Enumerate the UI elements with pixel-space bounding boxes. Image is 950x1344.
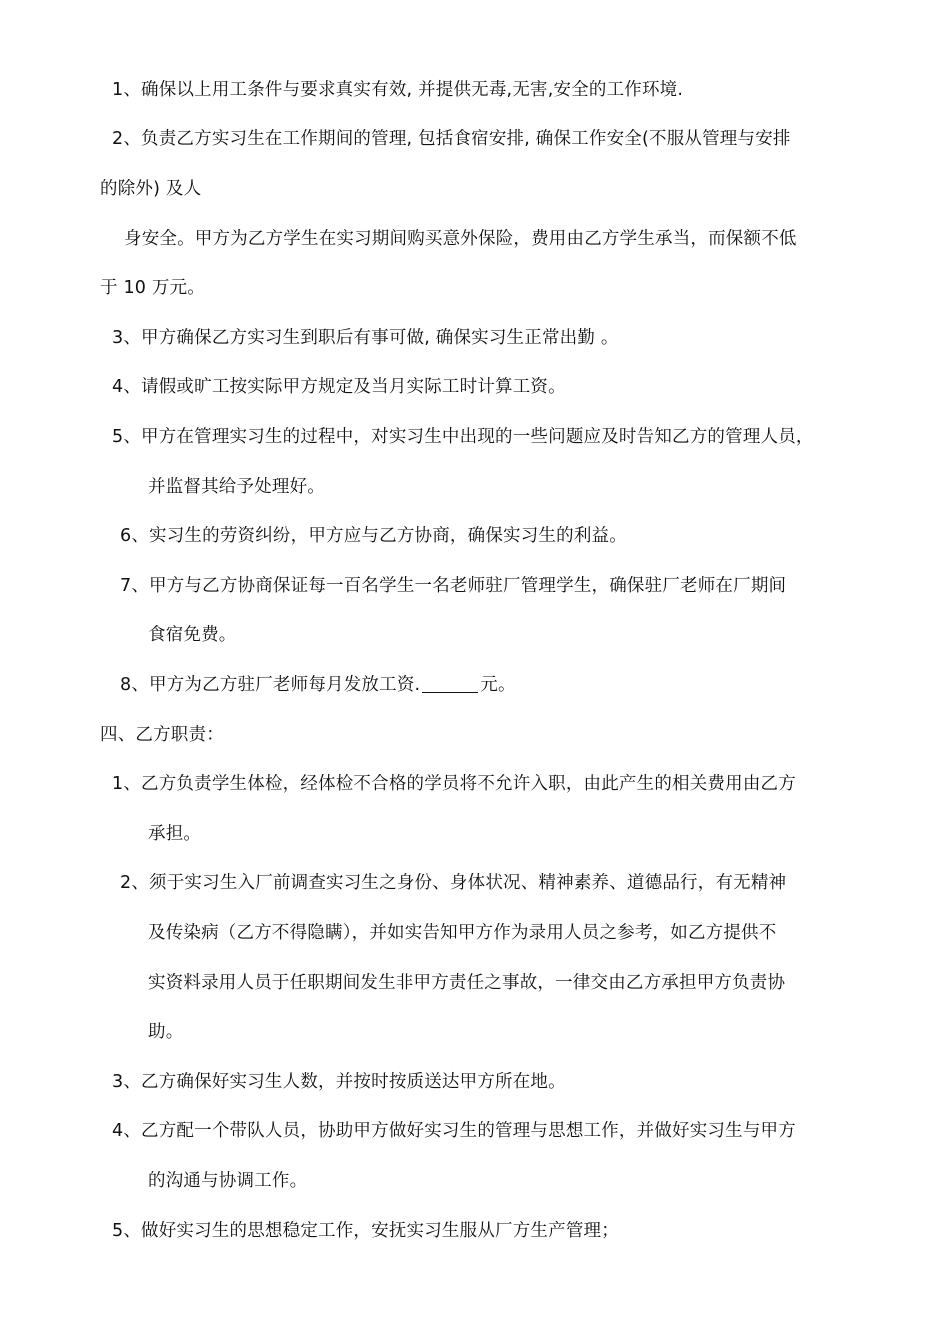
- text-line: 3、甲方确保乙方实习生到职后有事可做, 确保实习生正常出勤 。: [112, 328, 619, 348]
- text-line: 2、负责乙方实习生在工作期间的管理, 包括食宿安排, 确保工作安全(不服从管理与安排: [112, 129, 791, 149]
- salary-blank: [422, 674, 478, 693]
- text-line: 7、甲方与乙方协商保证每一百名学生一名老师驻厂管理学生，确保驻厂老师在厂期间: [120, 576, 787, 596]
- text-line: 食宿免费。: [148, 625, 237, 645]
- text-line: 6、实习生的劳资纠纷，甲方应与乙方协商，确保实习生的利益。: [120, 526, 627, 546]
- text-line: 并监督其给予处理好。: [148, 477, 325, 497]
- text-line: 的沟通与协调工作。: [148, 1171, 308, 1191]
- text-line: 1、确保以上用工条件与要求真实有效, 并提供无毒,无害,安全的工作环境.: [112, 80, 684, 100]
- text-line: 于 10 万元。: [100, 278, 205, 298]
- text-line: 助。: [148, 1022, 184, 1042]
- salary-unit: 元。: [480, 675, 516, 695]
- text-line: 3、乙方确保好实习生人数，并按时按质送达甲方所在地。: [112, 1072, 566, 1092]
- text-line: 5、做好实习生的思想稳定工作，安抚实习生服从厂方生产管理；: [112, 1221, 619, 1241]
- text-line: 身安全。甲方为乙方学生在实习期间购买意外保险，费用由乙方学生承当，而保额不低: [124, 229, 797, 249]
- text-line: 及传染病（乙方不得隐瞒），并如实告知甲方作为录用人员之参考，如乙方提供不: [148, 923, 777, 943]
- text-line: 5、甲方在管理实习生的过程中，对实习生中出现的一些问题应及时告知乙方的管理人员，: [112, 427, 814, 447]
- text-line: 实资料录用人员于任职期间发生非甲方责任之事故，一律交由乙方承担甲方负责协: [148, 973, 786, 993]
- text-line: 2、须于实习生入厂前调查实习生之身份、身体状况、精神素养、道德品行，有无精神: [120, 873, 787, 893]
- text-line: [120, 672, 516, 698]
- text-line: 1、乙方负责学生体检，经体检不合格的学员将不允许入职，由此产生的相关费用由乙方: [112, 774, 796, 794]
- section-heading: 四、乙方职责：: [100, 725, 224, 745]
- salary-text: 8、甲方为乙方驻厂老师每月发放工资.: [120, 675, 421, 695]
- text-line: 的除外) 及人: [100, 179, 202, 199]
- text-line: 4、请假或旷工按实际甲方规定及当月实际工时计算工资。: [112, 377, 566, 397]
- text-line: 承担。: [148, 824, 202, 844]
- text-line: 4、乙方配一个带队人员，协助甲方做好实习生的管理与思想工作，并做好实习生与甲方: [112, 1121, 796, 1141]
